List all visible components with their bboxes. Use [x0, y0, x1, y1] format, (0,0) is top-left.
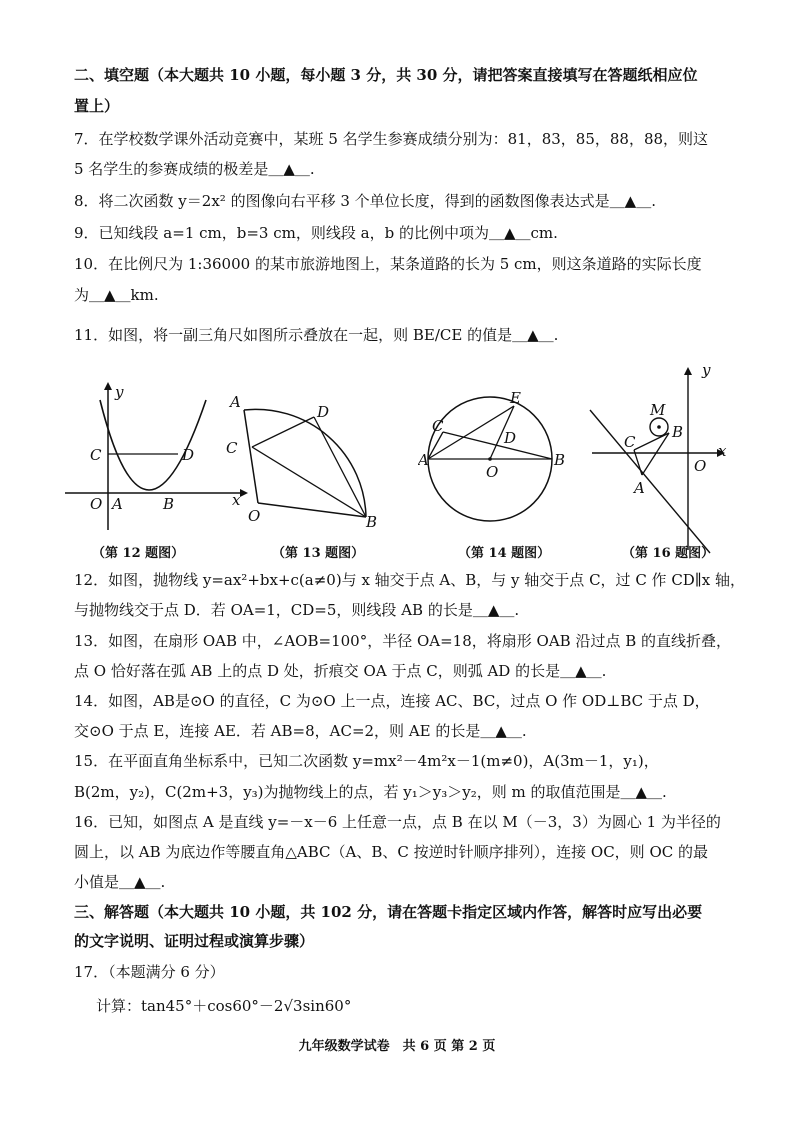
svg-text:C: C	[624, 433, 636, 451]
svg-text:D: D	[317, 403, 330, 421]
svg-text:x: x	[718, 442, 727, 460]
q12-line2: 与抛物线交于点 D．若 OA=1，CD=5，则线段 AB 的长是＿▲＿.	[74, 601, 520, 619]
svg-text:O: O	[248, 507, 261, 525]
svg-text:B: B	[672, 423, 684, 441]
q10-line1: 10．在比例尺为 1:36000 的某市旅游地图上，某条道路的长为 5 cm，则这条道路的实际长度	[74, 255, 702, 273]
figure-13	[222, 365, 392, 535]
svg-text:x: x	[232, 491, 241, 509]
figure-16	[582, 365, 732, 560]
svg-text:E: E	[510, 389, 521, 407]
q13-line2: 点 O 恰好落在弧 AB 上的点 D 处，折痕交 OA 于点 C，则弧 AD 的长是＿▲＿.	[74, 662, 607, 680]
svg-text:D: D	[182, 446, 195, 464]
q17-heading: 17．（本题满分 6 分）	[74, 963, 225, 981]
svg-text:O: O	[694, 457, 707, 475]
q7-line1: 7．在学校数学课外活动竞赛中，某班 5 名学生参赛成绩分别为：81，83，85，88，88，则这	[74, 130, 709, 148]
q11-line1: 11．如图，将一副三角尺如图所示叠放在一起，则 BE/CE 的值是＿▲＿.	[74, 326, 559, 344]
y-axis-arrow	[104, 382, 112, 390]
q16-line3: 小值是＿▲＿.	[74, 873, 166, 891]
line-y-neg-x-minus-6	[590, 410, 710, 553]
caption-fig14: （第 14 题图）	[458, 546, 551, 561]
q16-line1: 16．已知，如图点 A 是直线 y=－x－6 上任意一点，点 B 在以 M（－3，3）为圆心 1 为半径的	[74, 813, 721, 831]
q15-line2: B(2m，y₂)，C(2m+3，y₃)为抛物线上的点，若 y₁＞y₃＞y₂，则 m 的取值范围是＿▲＿.	[74, 783, 667, 801]
fold-line-cb	[252, 447, 366, 517]
svg-text:A: A	[112, 495, 123, 513]
q14-line1: 14．如图，AB是⊙O 的直径，C 为⊙O 上一点，连接 AC、BC，过点 O 作 OD⊥BC 于点 D，	[74, 692, 710, 710]
svg-text:B: B	[366, 513, 378, 531]
segment-oa	[244, 410, 258, 503]
q8-line1: 8．将二次函数 y＝2x² 的图像向右平移 3 个单位长度，得到的函数图像表达式是＿▲＿.	[74, 192, 656, 210]
page-footer: 九年级数学试卷 共 6 页 第 2 页	[298, 1039, 496, 1054]
q10-line2: 为＿▲＿km.	[74, 286, 159, 304]
caption-fig13: （第 13 题图）	[272, 546, 365, 561]
section3-title-line2: 的文字说明、证明过程或演算步骤）	[74, 932, 315, 950]
section2-title-line2: 置上）	[74, 97, 120, 115]
svg-text:A: A	[230, 393, 241, 411]
segment-bc	[443, 432, 552, 459]
q7-line2: 5 名学生的参赛成绩的极差是＿▲＿.	[74, 160, 315, 178]
svg-text:y: y	[115, 383, 124, 401]
q14-line2: 交⊙O 于点 E，连接 AE．若 AB=8，AC=2，则 AE 的长是＿▲＿.	[74, 722, 527, 740]
caption-fig12: （第 12 题图）	[92, 546, 185, 561]
parabola	[100, 400, 206, 490]
section2-title-line1: 二、填空题（本大题共 10 小题，每小题 3 分，共 30 分，请把答案直接填写在答题纸相应位	[74, 66, 698, 84]
svg-text:B: B	[554, 451, 566, 469]
arc-ab	[244, 409, 366, 517]
q16-line2: 圆上，以 AB 为底边作等腰直角△ABC（A、B、C 按逆时针顺序排列），连接 OC，则 OC 的最	[74, 843, 708, 861]
svg-text:B: B	[163, 495, 175, 513]
caption-fig16: （第 16 题图）	[622, 546, 715, 561]
segment-ob	[258, 503, 366, 517]
svg-text:C: C	[226, 439, 238, 457]
svg-text:O: O	[486, 463, 499, 481]
svg-text:D: D	[504, 429, 517, 447]
center-o	[488, 457, 492, 461]
q17-calc: 计算：tan45°＋cos60°－2√3sin60°	[96, 997, 352, 1015]
svg-text:y: y	[702, 365, 711, 379]
segment-db	[314, 417, 366, 517]
svg-text:O: O	[90, 495, 103, 513]
y-axis-arrow	[684, 367, 692, 375]
svg-text:A: A	[634, 479, 645, 497]
segment-cd	[252, 417, 314, 447]
q9-line1: 9．已知线段 a=1 cm，b=3 cm，则线段 a，b 的比例中项为＿▲＿cm.	[74, 224, 558, 242]
svg-text:C: C	[432, 417, 444, 435]
svg-text:A: A	[418, 451, 429, 469]
svg-text:M: M	[650, 401, 666, 419]
figure-14	[418, 365, 578, 535]
q12-line1: 12．如图，抛物线 y=ax²+bx+c(a≠0)与 x 轴交于点 A、B，与 y 轴交于点 C，过 C 作 CD∥x 轴，	[74, 571, 745, 589]
q15-line1: 15．在平面直角坐标系中，已知二次函数 y=mx²－4m²x－1(m≠0)，A(3m－1，y₁)，	[74, 752, 659, 770]
segment-ac	[634, 450, 642, 475]
svg-text:C: C	[90, 446, 102, 464]
center-m	[657, 425, 661, 429]
q13-line1: 13．如图，在扇形 OAB 中，∠AOB=100°，半径 OA=18，将扇形 OAB 沿过点 B 的直线折叠，	[74, 632, 731, 650]
section3-title-line1: 三、解答题（本大题共 10 小题，共 102 分，请在答题卡指定区域内作答，解答时应写出必要	[74, 903, 703, 921]
